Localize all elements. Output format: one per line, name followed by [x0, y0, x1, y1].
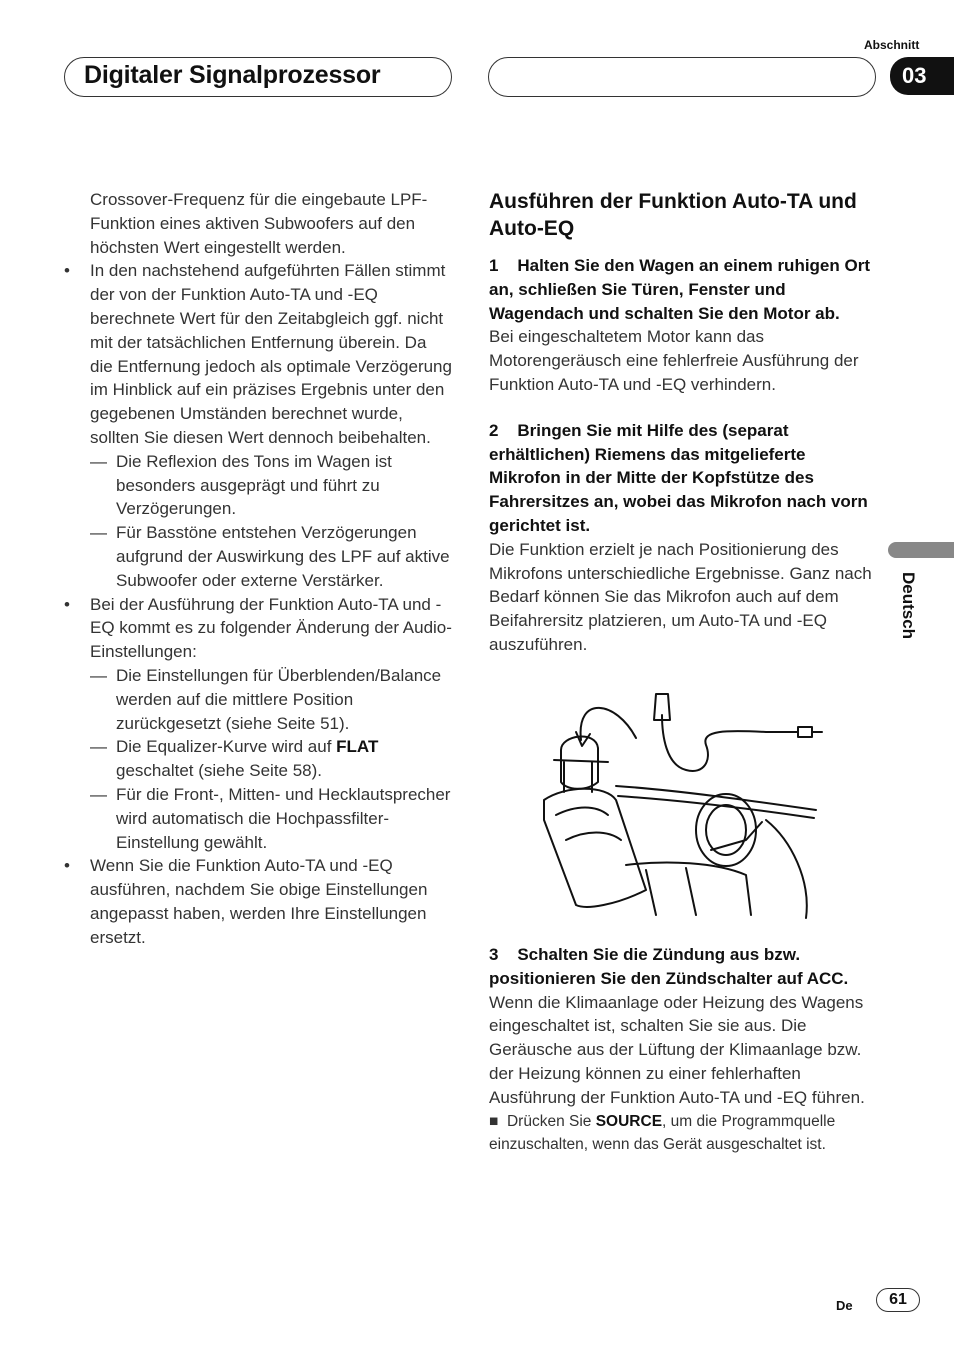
list-item [64, 854, 452, 949]
step-3-body: Wenn die Klimaanlage oder Heizung des Wagens eingeschaltet ist, schalten Sie sie aus. Die Geräusche aus der Lüftung der Klimaanlage bzw. der Heizung können zu einer fehlerhaften Ausführung der Funktion Auto-TA und -EQ führen. [489, 992, 865, 1107]
dash-item [90, 783, 452, 854]
bullet-icon: • [64, 856, 70, 876]
dash-text: Die Reflexion des Tons im Wagen ist besonders ausgeprägt und führt zu Verzögerungen. [116, 451, 392, 519]
microphone-headrest-illustration [536, 690, 836, 922]
right-column-lower [489, 943, 877, 1157]
dash-item [90, 735, 452, 783]
source-keyword: SOURCE [595, 1112, 663, 1130]
step-1-body: Bei eingeschaltetem Motor kann das Motorengeräusch eine fehlerfreie Ausführung der Funktion Auto-TA und -EQ verhindern. [489, 327, 859, 394]
note-text-pre: Drücken Sie [506, 1112, 596, 1130]
dash-text: Die Einstellungen für Überblenden/Balance werden auf die mittlere Position zurückgesetzt (siehe Seite 51). [116, 665, 442, 733]
dash-icon: — [90, 451, 107, 471]
note-paragraph [489, 1110, 877, 1157]
right-column [489, 188, 877, 657]
dash-icon: — [90, 784, 107, 804]
dash-icon: — [90, 523, 107, 543]
bullet-text: In den nachstehend aufgeführten Fällen stimmt der von der Funktion Auto-TA und -EQ berechnete Wert für den Zeitabgleich ggf. nicht mit der tatsächlichen Entfernung überein. Da die Entfernung jedoch als optimale Verzögerung im Hinblick auf ein präzises Ergebnis unter den gegebenen Umständen berechnet wurde, sollten Sie diesen Wert dennoch beibehalten. [90, 261, 452, 447]
section-label: Abschnitt [864, 38, 920, 52]
dash-item [90, 450, 452, 521]
list-item [64, 593, 452, 855]
step-3-title: 3 Schalten Sie die Zündung aus bzw. positionieren Sie den Zündschalter auf ACC. [489, 945, 849, 988]
note-square-icon: ■ [489, 1112, 507, 1130]
intro-paragraph: Crossover-Frequenz für die eingebaute LPF-Funktion eines aktiven Subwoofers auf den höchsten Wert eingestellt werden. [90, 190, 428, 257]
dash-item [90, 521, 452, 592]
dash-item [90, 664, 452, 735]
flat-keyword: FLAT [336, 737, 379, 757]
step-1-title: 1 Halten Sie den Wagen an einem ruhigen Ort an, schließen Sie Türen, Fenster und Wagendach und schalten Sie den Motor ab. [489, 256, 875, 323]
section-heading: Ausführen der Funktion Auto-TA und Auto-EQ [489, 190, 857, 240]
section-number-badge: 03 [890, 57, 954, 95]
left-column [64, 188, 452, 950]
header-bar-right [488, 57, 876, 97]
dash-text-post: geschaltet (siehe Seite 58). [116, 761, 323, 781]
dash-icon: — [90, 665, 107, 685]
side-language-label: Deutsch [899, 572, 918, 640]
dash-text: Für die Front-, Mitten- und Hecklautsprecher wird automatisch die Hochpassfilter-Einstellung gewählt. [116, 784, 451, 852]
bullet-text: Wenn Sie die Funktion Auto-TA und -EQ ausführen, nachdem Sie obige Einstellungen angepasst haben, werden Ihre Einstellungen ersetzt. [90, 856, 428, 947]
note-text-post: , um die Programmquelle einzuschalten, wenn das Gerät ausgeschaltet ist. [489, 1112, 836, 1154]
list-item [64, 259, 452, 592]
dash-icon: — [90, 737, 107, 757]
dash-text: Für Basstöne entstehen Verzögerungen aufgrund der Auswirkung des LPF auf aktive Subwoofer oder externe Verstärker. [116, 523, 450, 590]
footer-language: De [836, 1298, 853, 1313]
step-2-title: 2 Bringen Sie mit Hilfe des (separat erhältlichen) Riemens das mitgelieferte Mikrofon in der Mitte der Kopfstütze des Fahrersitzes an, wobei das Mikrofon nach vorn gerichtet ist. [489, 420, 873, 535]
bullet-icon: • [64, 594, 70, 614]
page-title: Digitaler Signalprozessor [84, 61, 381, 89]
dash-text-pre: Die Equalizer-Kurve wird auf [116, 737, 337, 757]
side-language-tab [888, 542, 954, 558]
bullet-icon: • [64, 261, 70, 281]
bullet-text: Bei der Ausführung der Funktion Auto-TA und -EQ kommt es zu folgender Änderung der Audio-Einstellungen: [90, 594, 452, 662]
page-number: 61 [876, 1288, 920, 1312]
step-2-body: Die Funktion erzielt je nach Positionierung des Mikrofons unterschiedliche Ergebnisse. Ganz nach Bedarf können Sie das Mikrofon auch auf dem Beifahrersitz platzieren, um Auto-TA und -EQ auszuführen. [489, 539, 872, 654]
